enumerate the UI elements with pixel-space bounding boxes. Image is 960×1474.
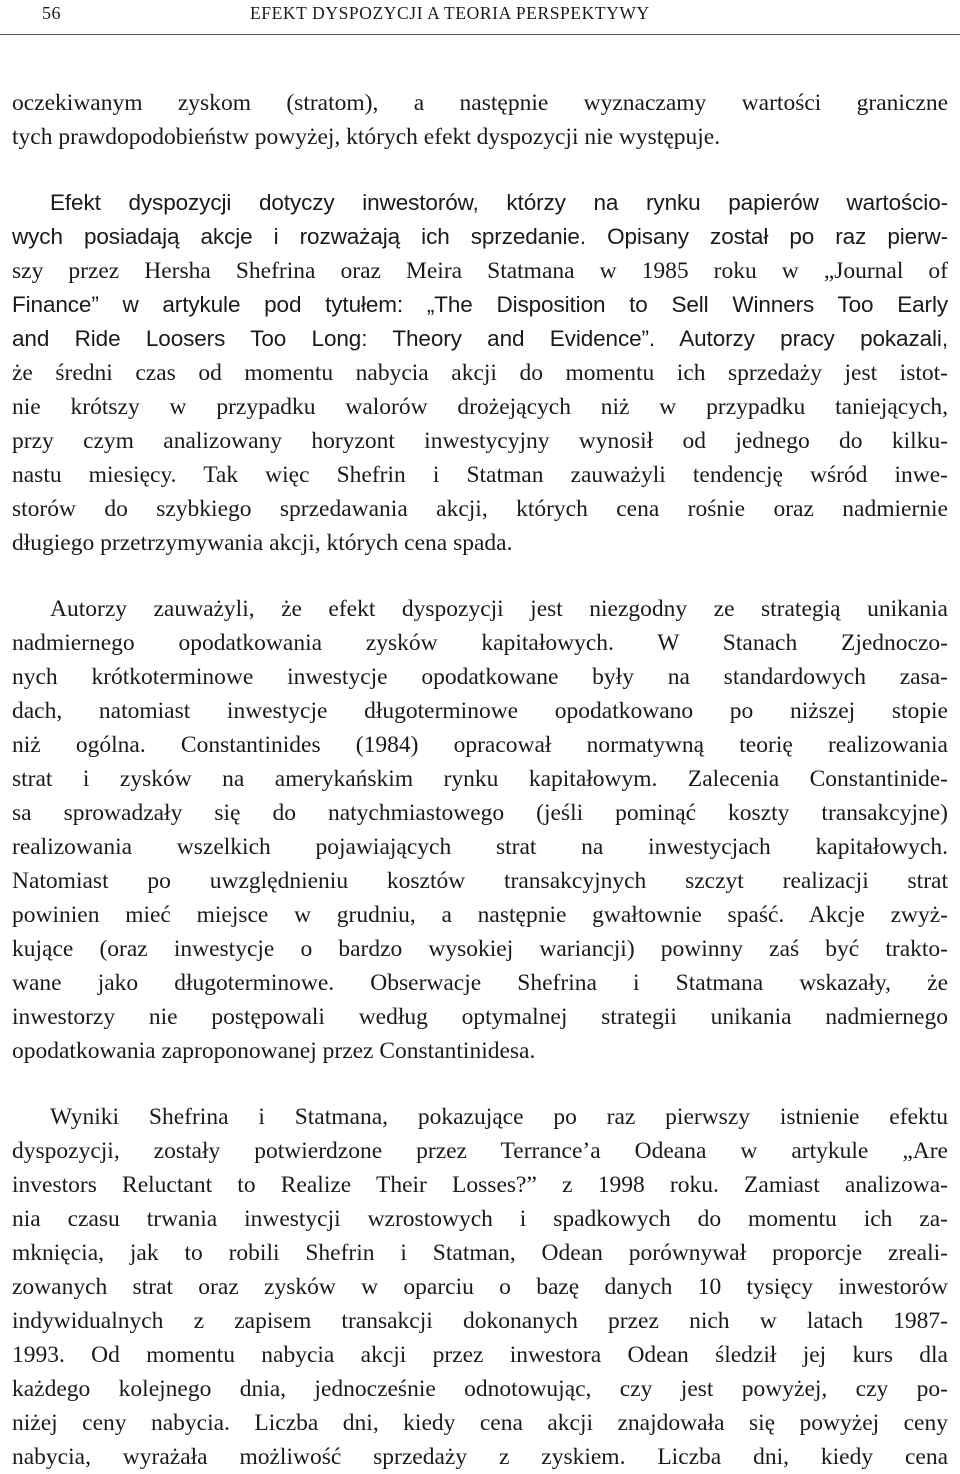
text-line: and Ride Loosers Too Long: Theory and Evidence”. Autorzy pracy pokazali, [12, 326, 948, 351]
page-number: 56 [42, 3, 61, 23]
text-line: dach, natomiast inwestycje długoterminowe opodatkowano po niższej stopie [12, 698, 948, 724]
text-line: 1993. Od momentu nabycia akcji przez inwestora Odean śledził jej kurs dla [12, 1342, 948, 1368]
text-line: mknięcia, jak to robili Shefrin i Statman, Odean porównywał proporcje zreali- [12, 1240, 948, 1266]
text-line: zowanych strat oraz zysków w oparciu o bazę danych 10 tysięcy inwestorów [12, 1274, 948, 1300]
text-line: przy czym analizowany horyzont inwestycyjny wynosił od jednego do kilku- [12, 428, 948, 454]
paragraph-4 [12, 1100, 948, 1474]
text-line: Wyniki Shefrina i Statmana, pokazujące po raz pierwszy istnienie efektu [50, 1104, 948, 1130]
text-line: Natomiast po uwzględnieniu kosztów transakcyjnych szczyt realizacji strat [12, 868, 948, 894]
body-text [12, 86, 948, 1474]
text-line: tych prawdopodobieństw powyżej, których efekt dyspozycji nie występuje. [12, 124, 721, 150]
text-line: wane jako długoterminowe. Obserwacje Shefrina i Statmana wskazały, że [12, 970, 948, 996]
text-line: sa sprowadzały się do natychmiastowego (jeśli pominąć koszty transakcyjne) [12, 800, 948, 826]
text-line: nastu miesięcy. Tak więc Shefrin i Statman zauważyli tendencję wśród inwe- [12, 462, 948, 488]
text-line: wych posiadają akcje i rozważają ich sprzedanie. Opisany został po raz pierw- [12, 224, 948, 249]
text-line: dyspozycji, zostały potwierdzone przez Terrance’a Odeana w artykule „Are [12, 1138, 948, 1164]
text-line: inwestorzy nie postępowali według optymalnej strategii unikania nadmiernego [12, 1004, 948, 1030]
running-title: EFEKT DYSPOZYCJI A TEORIA PERSPEKTYWY [250, 3, 650, 23]
text-line: nadmiernego opodatkowania zysków kapitałowych. W Stanach Zjednoczo- [12, 630, 948, 656]
text-line: strat i zysków na amerykańskim rynku kapitałowym. Zalecenia Constantinide- [12, 766, 948, 792]
text-line: kujące (oraz inwestycje o bardzo wysokiej wariancji) powinny zaś być trakto- [12, 936, 948, 962]
paragraph-2 [12, 186, 948, 560]
text-line: indywidualnych z zapisem transakcji dokonanych przez nich w latach 1987- [12, 1308, 948, 1334]
text-line: Finance” w artykule pod tytułem: „The Disposition to Sell Winners Too Early [12, 292, 948, 317]
text-line: nia czasu trwania inwestycji wzrostowych i spadkowych do momentu ich za- [12, 1206, 948, 1232]
paragraph-1 [12, 86, 948, 154]
text-line: investors Reluctant to Realize Their Losses?” z 1998 roku. Zamiast analizowa- [12, 1172, 948, 1198]
text-line: niż ogólna. Constantinides (1984) opracował normatywną teorię realizowania [12, 732, 948, 758]
text-line: realizowania wszelkich pojawiających strat na inwestycjach kapitałowych. [12, 834, 948, 860]
text-line: szy przez Hersha Shefrina oraz Meira Statmana w 1985 roku w „Journal of [12, 258, 948, 284]
text-line: nie krótszy w przypadku walorów drożejących niż w przypadku taniejących, [12, 394, 948, 420]
text-line: nych krótkoterminowe inwestycje opodatkowane były na standardowych zasa- [12, 664, 948, 690]
text-line: opodatkowania zaproponowanej przez Constantinidesa. [12, 1038, 536, 1064]
text-line: niżej ceny nabycia. Liczba dni, kiedy cena akcji znajdowała się powyżej ceny [12, 1410, 948, 1436]
paragraph-3 [12, 592, 948, 1068]
text-line: Efekt dyspozycji dotyczy inwestorów, którzy na rynku papierów wartościo- [50, 190, 948, 215]
text-line: powinien mieć miejsce w grudniu, a następnie gwałtownie spaść. Akcje zwyż- [12, 902, 948, 928]
text-line: oczekiwanym zyskom (stratom), a następnie wyznaczamy wartości graniczne [12, 90, 948, 116]
text-line: nabycia, wyrażała możliwość sprzedaży z zyskiem. Liczba dni, kiedy cena [12, 1444, 948, 1470]
running-header [0, 0, 960, 35]
text-line: że średni czas od momentu nabycia akcji do momentu ich sprzedaży jest istot- [12, 360, 948, 386]
text-line: długiego przetrzymywania akcji, których cena spada. [12, 530, 513, 556]
text-line: każdego kolejnego dnia, jednocześnie odnotowując, czy jest powyżej, czy po- [12, 1376, 948, 1402]
text-line: storów do szybkiego sprzedawania akcji, których cena rośnie oraz nadmiernie [12, 496, 948, 522]
text-line: Autorzy zauważyli, że efekt dyspozycji jest niezgodny ze strategią unikania [50, 596, 948, 622]
